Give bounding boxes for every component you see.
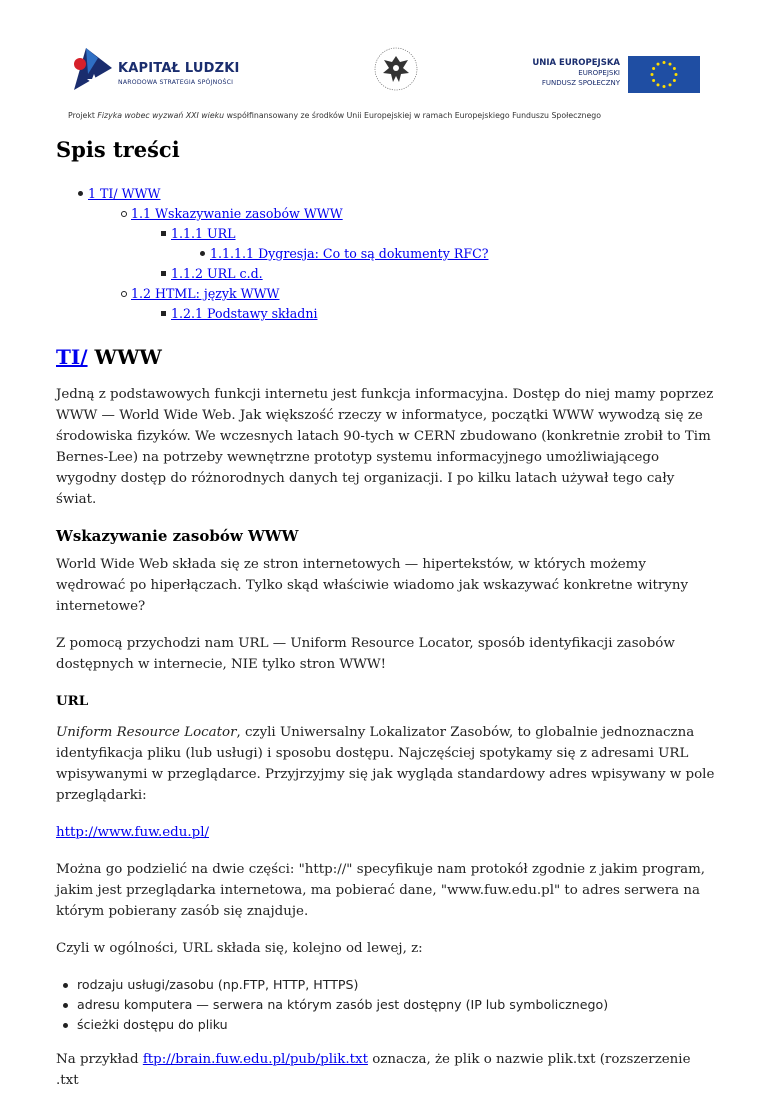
eu-flag-icon — [628, 56, 700, 93]
toc-item — [171, 304, 716, 324]
funding-pre: Projekt — [68, 111, 98, 120]
url-paragraph-3: Czyli w ogólności, URL składa się, kolejno od lewej, z: — [56, 941, 423, 956]
list-item — [56, 975, 716, 995]
kapital-ludzki-subtitle: NARODOWA STRATEGIA SPÓJNOŚCI — [118, 79, 234, 86]
url-parts-list — [56, 975, 716, 1035]
section-heading-link[interactable]: TI/ — [56, 345, 88, 369]
list-item-text: adresu komputera — serwera na którym zasób jest dostępny (IP lub symbolicznego) — [77, 997, 609, 1012]
subsection-heading: Wskazywanie zasobów WWW — [56, 527, 299, 545]
toc-item — [171, 264, 716, 284]
university-seal-icon — [373, 46, 419, 92]
eu-caption — [532, 58, 620, 88]
subsection-paragraph-2: Z pomocą przychodzi nam URL — Uniform Resource Locator, sposób identyfikacji zasobów dostępnych w internecie, NIE tylko stron WWW! — [56, 636, 675, 672]
example-pre: Na przykład — [56, 1052, 143, 1067]
list-item — [56, 995, 716, 1015]
toc-link[interactable]: 1.1 Wskazywanie zasobów WWW — [131, 206, 343, 221]
toc-item — [131, 204, 716, 224]
toc-link[interactable]: 1.2 HTML: język WWW — [131, 286, 280, 301]
eu-star-icon — [657, 83, 660, 86]
toc-item — [131, 284, 716, 304]
url-paragraph-2: Można go podzielić na dwie części: "http://" specyfikuje nam protokół zgodnie z jakim program, jakim jest przeglądarka internetowa, ma pobierać dane, "www.fuw.edu.pl" to adres serwera na którym pobierany zasób się znajduje. — [56, 862, 706, 919]
table-of-contents — [56, 184, 716, 324]
example-post: oznacza, że plik o nazwie plik.txt (rozszerzenie .txt — [56, 1052, 691, 1088]
eu-star-icon — [669, 63, 672, 66]
bullet-icon — [161, 231, 166, 236]
toc-link[interactable]: 1.1.2 URL c.d. — [171, 266, 263, 281]
section-intro: Jedną z podstawowych funkcji internetu jest funkcja informacyjna. Dostęp do niej mamy poprzez WWW — World Wide Web. Jak większość rzeczy w informatyce, początki WWW wywodzą się ze środowiska fizyków. We wczesnych latach 90-tych w CERN zbudowano (konkretnie zrobił to Tim Bernes-Lee) na potrzeby wewnętrzne prototyp systemu informacyjnego umożliwiającego wygodny dostęp do różnorodnych danych tej organizacji. I po kilku latach używał tego cały świat. — [56, 387, 714, 507]
toc-link[interactable]: 1.1.1 URL — [171, 226, 236, 241]
example-url-link[interactable]: http://www.fuw.edu.pl/ — [56, 825, 209, 840]
kapital-ludzki-title: KAPITAŁ LUDZKI — [118, 61, 240, 76]
url-term: Uniform Resource Locator — [56, 725, 237, 740]
eu-star-icon — [651, 73, 654, 76]
eu-star-icon — [663, 85, 666, 88]
section-heading-text: WWW — [87, 345, 162, 369]
eu-star-icon — [673, 79, 676, 82]
bullet-icon — [121, 211, 127, 217]
section-heading — [56, 344, 716, 370]
bullet-icon — [121, 291, 127, 297]
bullet-icon — [161, 271, 166, 276]
funding-note — [68, 111, 708, 120]
url-paragraph-4 — [56, 1049, 716, 1091]
list-item-text: ścieżki dostępu do pliku — [77, 1017, 228, 1032]
url-example — [56, 822, 716, 843]
list-item — [56, 1015, 716, 1035]
eu-star-icon — [669, 83, 672, 86]
toc-link[interactable]: 1.2.1 Podstawy składni — [171, 306, 318, 321]
url-heading: URL — [56, 693, 89, 709]
url-definition: , czyli Uniwersalny Lokalizator Zasobów, to globalnie jednoznaczna identyfikacja pliku (lub usługi) i sposobu dostępu. Najczęściej spotykamy się z adresami URL wpisywanymi w przeglądarce. Przyjrzyjmy się jak wygląda standardowy adres wpisywany w pole przeglądarki: — [56, 725, 715, 803]
subsection-paragraph-1: World Wide Web składa się ze stron internetowych — hipertekstów, w których możemy wędrować po hiperłączach. Tylko skąd właściwie wiadomo jak wskazywać konkretne witryny internetowe? — [56, 557, 689, 614]
page-header — [0, 0, 768, 125]
eu-star-icon — [657, 63, 660, 66]
kapital-ludzki-emblem-icon — [68, 44, 114, 92]
bullet-icon — [63, 1023, 68, 1028]
eu-star-icon — [675, 73, 678, 76]
list-item-text: rodzaju usługi/zasobu (np.FTP, HTTP, HTTPS) — [77, 977, 359, 992]
article-content — [56, 130, 716, 1107]
bullet-icon — [161, 311, 166, 316]
page-title: Spis treści — [56, 137, 180, 162]
bullet-icon — [63, 1003, 68, 1008]
toc-link[interactable]: 1 TI/ WWW — [88, 186, 161, 201]
bullet-icon — [63, 983, 68, 988]
url-paragraph-1 — [56, 722, 716, 806]
toc-item — [171, 224, 716, 244]
eu-star-icon — [652, 67, 655, 70]
funding-project-name: Fizyka wobec wyzwań XXI wieku — [97, 111, 225, 120]
eu-line-3: FUNDUSZ SPOŁECZNY — [541, 79, 620, 87]
toc-item — [88, 184, 716, 204]
bullet-icon — [200, 251, 205, 256]
funding-post: współfinansowany ze środków Unii Europejskiej w ramach Europejskiego Funduszu Społecznego — [224, 111, 601, 120]
kapital-ludzki-logo — [68, 44, 258, 94]
toc-item — [210, 244, 716, 264]
eu-star-icon — [652, 79, 655, 82]
eu-line-2: EUROPEJSKI — [578, 69, 620, 77]
ftp-example-link[interactable]: ftp://brain.fuw.edu.pl/pub/plik.txt — [142, 1052, 368, 1067]
eu-title: UNIA EUROPEJSKA — [532, 58, 620, 68]
eu-star-icon — [673, 67, 676, 70]
eu-star-icon — [663, 61, 666, 64]
toc-link[interactable]: 1.1.1.1 Dygresja: Co to są dokumenty RFC? — [210, 246, 489, 261]
bullet-icon — [78, 191, 83, 196]
